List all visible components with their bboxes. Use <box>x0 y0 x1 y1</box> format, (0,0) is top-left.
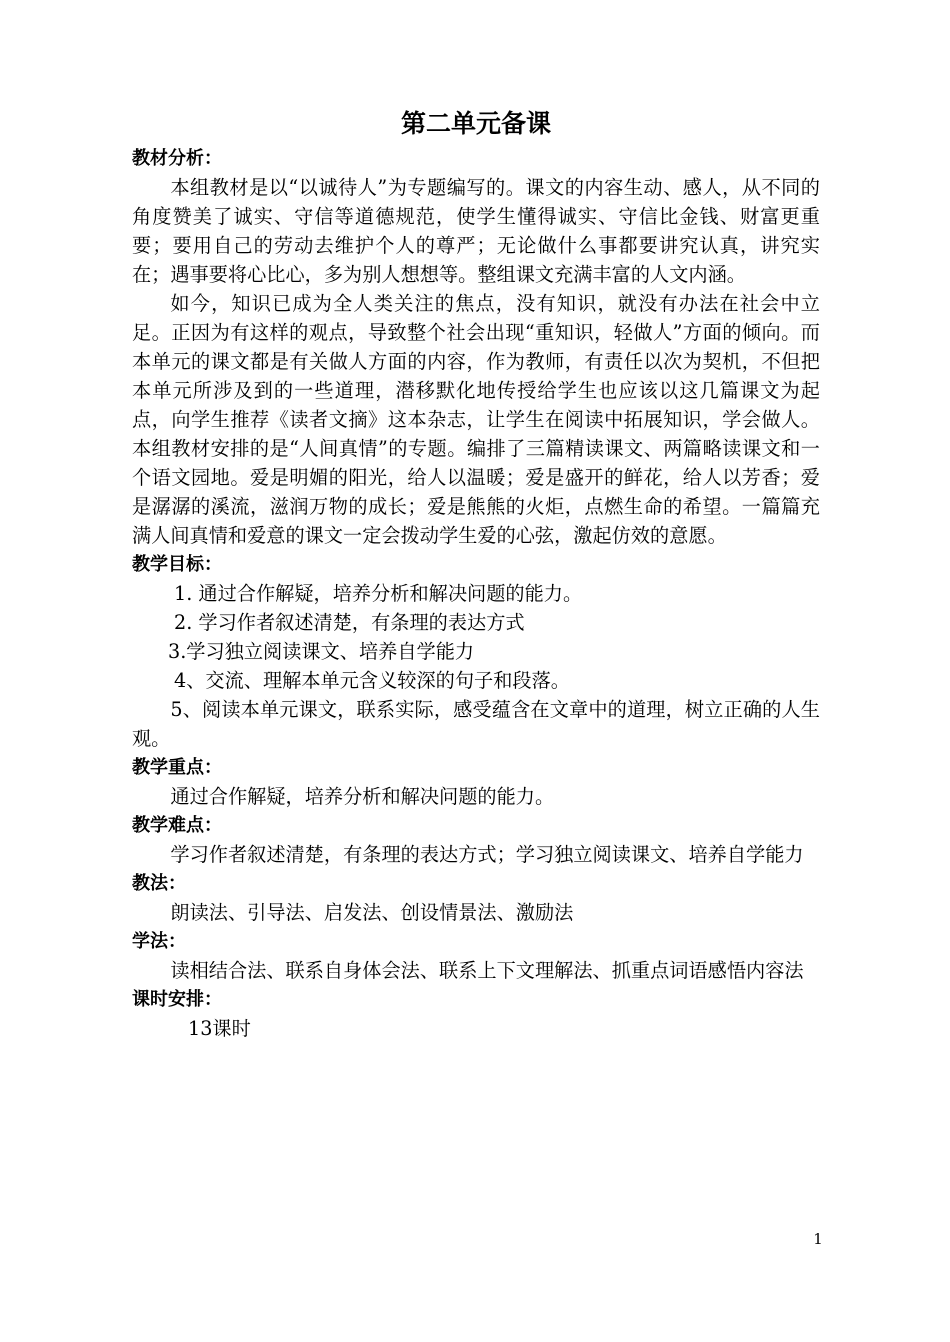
heading-learning-methods: 学法： <box>132 931 186 952</box>
heading-textbook-analysis: 教材分析： <box>132 148 222 169</box>
document-body <box>132 104 820 1043</box>
goal-item: 5、阅读本单元课文，联系实际，感受蕴含在文章中的道理，树立正确的人生观。 <box>132 698 820 750</box>
learning-methods-text: 读相结合法、联系自身体会法、联系上下文理解法、抓重点词语感悟内容法 <box>170 959 804 982</box>
goal-item: 3.学习独立阅读课文、培养自学能力 <box>168 640 475 663</box>
goal-item: 2. 学习作者叙述清楚，有条理的表达方式 <box>174 611 525 634</box>
class-hours: 13课时 <box>188 1017 251 1040</box>
page-number: 1 <box>813 1230 823 1248</box>
heading-key-points: 教学重点： <box>132 757 222 778</box>
analysis-paragraph: 本组教材是以“以诚待人”为专题编写的。课文的内容生动、感人，从不同的角度赞美了诚实、守信等道德规范，使学生懂得诚实、守信比金钱、财富更重要；要用自己的劳动去维护个人的尊严；无论做什么事都要讲究认真，讲究实在；遇事要将心比心，多为别人想想等。整组课文充满丰富的人文内涵。 <box>132 176 820 286</box>
goal-item: 1. 通过合作解疑，培养分析和解决问题的能力。 <box>174 582 583 605</box>
teaching-methods-text: 朗读法、引导法、启发法、创设情景法、激励法 <box>170 901 574 924</box>
heading-teaching-goals: 教学目标： <box>132 554 222 575</box>
heading-teaching-methods: 教法： <box>132 873 186 894</box>
document-title: 第二单元备课 <box>400 109 551 138</box>
key-points-text: 通过合作解疑，培养分析和解决问题的能力。 <box>170 785 555 808</box>
difficulties-text: 学习作者叙述清楚，有条理的表达方式；学习独立阅读课文、培养自学能力 <box>170 843 804 866</box>
analysis-paragraph: 如今，知识已成为全人类关注的焦点，没有知识，就没有办法在社会中立足。正因为有这样的观点，导致整个社会出现“重知识，轻做人”方面的倾向。而本单元的课文都是有关做人方面的内容，作为教师，有责任以次为契机，不但把本单元所涉及到的一些道理，潜移默化地传授给学生也应该以这几篇课文为起点，向学生推荐《读者文摘》这本杂志，让学生在阅读中拓展知识，学会做人。本组教材安排的是“人间真情”的专题。编排了三篇精读课文、两篇略读课文和一个语文园地。爱是明媚的阳光，给人以温暖；爱是盛开的鲜花，给人以芳香；爱是潺潺的溪流，滋润万物的成长；爱是熊熊的火炬，点燃生命的希望。一篇篇充满人间真情和爱意的课文一定会拨动学生爱的心弦，激起仿效的意愿。 <box>132 292 820 547</box>
goal-item: 4、交流、理解本单元含义较深的句子和段落。 <box>174 669 570 692</box>
heading-class-schedule: 课时安排： <box>132 989 222 1010</box>
heading-difficulties: 教学难点： <box>132 815 222 836</box>
